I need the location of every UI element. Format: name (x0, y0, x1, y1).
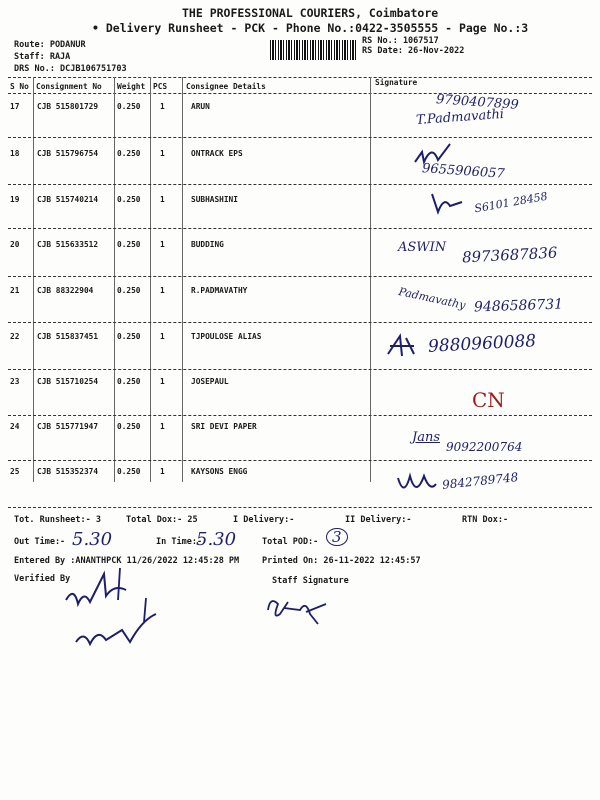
row-rule (8, 322, 592, 323)
row-rule (8, 415, 592, 416)
row-consignment: CJB 515633512 (37, 240, 99, 249)
drs-number: DRS No.: DCJB106751703 (14, 64, 127, 74)
verified-by-label: Verified By (14, 574, 71, 584)
row-rule (8, 460, 592, 461)
verifier-signature (60, 560, 180, 660)
handwritten-phone: 9790407899 (435, 92, 520, 113)
row-consignee: SRI DEVI PAPER (191, 422, 257, 431)
route: Route: PODANUR (14, 40, 86, 50)
row-weight: 0.250 (117, 286, 141, 295)
row-pcs: 1 (160, 467, 165, 476)
row-sno: 24 (10, 422, 20, 431)
rs-number: RS No.: 1067517 (362, 36, 439, 46)
row-consignee: KAYSONS ENGG (191, 467, 248, 476)
entered-by: Entered By :ANANTHPCK 11/26/2022 12:45:28 PM (14, 556, 240, 566)
col-weight: Weight (117, 82, 146, 91)
signature-scribble (394, 468, 440, 500)
row-consignment: CJB 515710254 (37, 377, 99, 386)
row-consignment: CJB 515837451 (37, 332, 99, 341)
handwritten-initials: CN (472, 388, 505, 412)
row-consignee: ONTRACK EPS (191, 149, 243, 158)
out-time-value: 5.30 (72, 529, 113, 550)
handwritten-phone: 9092200764 (446, 440, 523, 454)
row-pcs: 1 (160, 377, 165, 386)
total-pod-value: 3 (326, 528, 348, 546)
handwritten-phone: 9880960088 (427, 331, 537, 357)
in-time-label: In Time:- (156, 537, 203, 547)
row-pcs: 1 (160, 149, 165, 158)
staff-signature-label: Staff Signature (272, 576, 349, 586)
table-bottom-rule (8, 507, 592, 508)
i-delivery: I Delivery:- (233, 515, 295, 525)
row-pcs: 1 (160, 286, 165, 295)
row-weight: 0.250 (117, 195, 141, 204)
row-weight: 0.250 (117, 467, 141, 476)
handwritten-signature: T.Padmavathi (415, 106, 505, 129)
barcode (270, 40, 356, 60)
row-pcs: 1 (160, 422, 165, 431)
handwritten-phone: 9655906057 (421, 161, 506, 182)
row-consignee: JOSEPAUL (191, 377, 229, 386)
row-pcs: 1 (160, 240, 165, 249)
row-sno: 20 (10, 240, 20, 249)
row-weight: 0.250 (117, 422, 141, 431)
tot-runsheet: Tot. Runsheet:- 3 (14, 515, 101, 525)
row-sno: 22 (10, 332, 20, 341)
col-signature: Signature (375, 78, 418, 87)
row-sno: 21 (10, 286, 20, 295)
row-consignee: R.PADMAVATHY (191, 286, 248, 295)
rs-date: RS Date: 26-Nov-2022 (362, 46, 465, 56)
row-consignee: BUDDING (191, 240, 224, 249)
row-consignment: CJB 515801729 (37, 102, 99, 111)
signature-scribble (428, 188, 468, 218)
handwritten-phone: S6101 28458 (473, 189, 549, 216)
runsheet-line: Delivery Runsheet - PCK - Phone No.:0422-3505555 - Page No.:3 (105, 21, 529, 35)
col-pcs: PCS (153, 82, 168, 91)
col-consignee: Consignee Details (186, 82, 266, 91)
row-rule (8, 228, 592, 229)
staff-signature (262, 590, 342, 630)
table-top-rule (8, 77, 592, 78)
row-weight: 0.250 (117, 332, 141, 341)
total-dox: Total Dox:- 25 (126, 515, 198, 525)
row-weight: 0.250 (117, 102, 141, 111)
row-sno: 19 (10, 195, 20, 204)
row-rule (8, 184, 592, 185)
row-consignment: CJB 515771947 (37, 422, 99, 431)
row-consignee: ARUN (191, 102, 210, 111)
signature-scribble (384, 332, 420, 360)
row-pcs: 1 (160, 332, 165, 341)
row-rule (8, 137, 592, 138)
handwritten-signature: Jans (412, 430, 441, 445)
row-weight: 0.250 (117, 149, 141, 158)
total-pod-label: Total POD:- (262, 537, 319, 547)
row-sno: 18 (10, 149, 20, 158)
row-pcs: 1 (160, 102, 165, 111)
company-name: THE PROFESSIONAL COURIERS, Coimbatore (182, 6, 439, 20)
row-consignment: CJB 88322904 (37, 286, 94, 295)
in-time-value: 5.30 (196, 529, 237, 550)
handwritten-phone: 9486586731 (473, 296, 564, 316)
row-sno: 25 (10, 467, 20, 476)
row-consignment: CJB 515352374 (37, 467, 99, 476)
row-consignment: CJB 515740214 (37, 195, 99, 204)
row-consignment: CJB 515796754 (37, 149, 99, 158)
row-weight: 0.250 (117, 240, 141, 249)
col-consignment: Consignment No (36, 82, 102, 91)
rtn-dox: RTN Dox:- (462, 515, 509, 525)
runsheet-title: • Delivery Runsheet - PCK - Phone No.:0422-3505555 - Page No.:3 (92, 21, 529, 35)
handwritten-signature: Padmavathy (397, 285, 467, 312)
col-sno: S No (10, 82, 29, 91)
handwritten-name: ASWIN (398, 240, 447, 255)
row-rule (8, 369, 592, 370)
out-time-label: Out Time:- (14, 537, 66, 547)
header-rule (8, 93, 592, 94)
handwritten-phone: 8973687836 (461, 243, 558, 267)
printed-on: Printed On: 26-11-2022 12:45:57 (262, 556, 421, 566)
row-rule (8, 276, 592, 277)
row-sno: 23 (10, 377, 20, 386)
handwritten-phone: 9842789748 (441, 470, 519, 492)
ii-delivery: II Delivery:- (345, 515, 412, 525)
row-pcs: 1 (160, 195, 165, 204)
row-consignee: SUBHASHINI (191, 195, 238, 204)
row-consignee: TJPOULOSE ALIAS (191, 332, 262, 341)
row-weight: 0.250 (117, 377, 141, 386)
staff: Staff: RAJA (14, 52, 71, 62)
row-sno: 17 (10, 102, 20, 111)
